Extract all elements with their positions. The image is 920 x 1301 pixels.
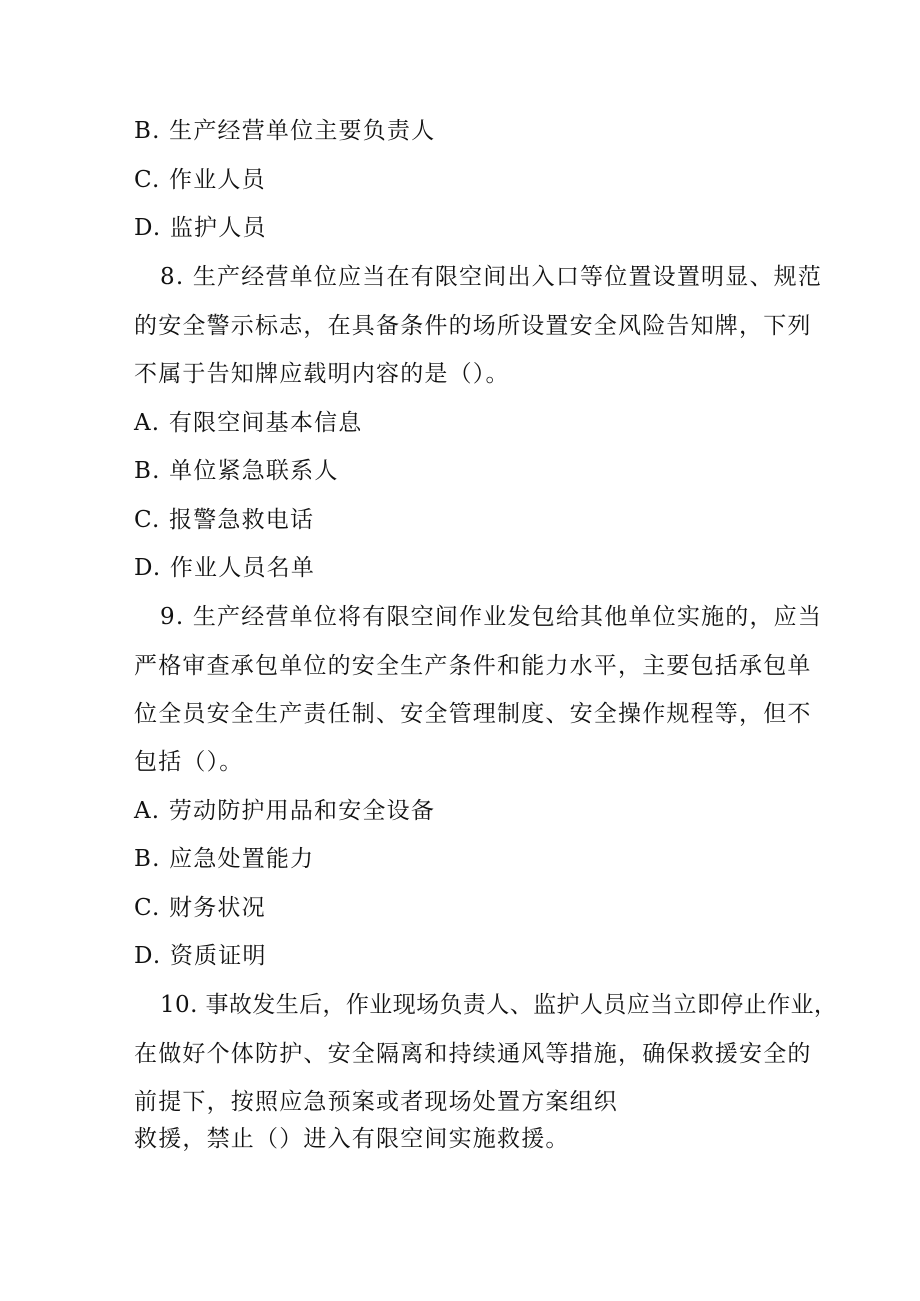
q8-option-d: D. 作业人员名单 <box>134 555 316 581</box>
q10-text-line-1: 10. 事故发生后，作业现场负责人、监护人员应当立即停止作业， <box>160 992 838 1018</box>
q10-text-line-2: 在做好个体防护、安全隔离和持续通风等措施，确保救援安全的 <box>134 1041 812 1067</box>
q9-option-b: B. 应急处置能力 <box>134 846 315 872</box>
q9-option-d: D. 资质证明 <box>134 943 267 969</box>
q9-text-line-2: 严格审查承包单位的安全生产条件和能力水平，主要包括承包单 <box>134 653 812 679</box>
q8-option-c: C. 报警急救电话 <box>134 507 315 533</box>
q9-option-c: C. 财务状况 <box>134 895 266 921</box>
q10-text-line-3: 前提下，按照应急预案或者现场处置方案组织 <box>134 1089 618 1115</box>
q9-text-line-3: 位全员安全生产责任制、安全管理制度、安全操作规程等，但不 <box>134 701 812 727</box>
q8-option-a: A. 有限空间基本信息 <box>134 410 363 436</box>
q8-text-line-3: 不属于告知牌应载明内容的是（）。 <box>134 361 510 387</box>
q8-option-b: B. 单位紧急联系人 <box>134 458 339 484</box>
q8-text-line-2: 的安全警示标志，在具备条件的场所设置安全风险告知牌，下列 <box>134 313 812 339</box>
q8-text-line-1: 8. 生产经营单位应当在有限空间出入口等位置设置明显、规范 <box>160 264 823 290</box>
q7-option-c: C. 作业人员 <box>134 167 266 193</box>
q10-text-line-4: 救援，禁止（）进入有限空间实施救援。 <box>134 1126 570 1152</box>
q9-option-a: A. 劳动防护用品和安全设备 <box>134 798 436 824</box>
q7-option-b: B. 生产经营单位主要负责人 <box>134 118 436 144</box>
q7-option-d: D. 监护人员 <box>134 215 267 241</box>
q9-text-line-1: 9. 生产经营单位将有限空间作业发包给其他单位实施的，应当 <box>160 604 823 630</box>
q9-text-line-4: 包括（）。 <box>134 749 244 775</box>
